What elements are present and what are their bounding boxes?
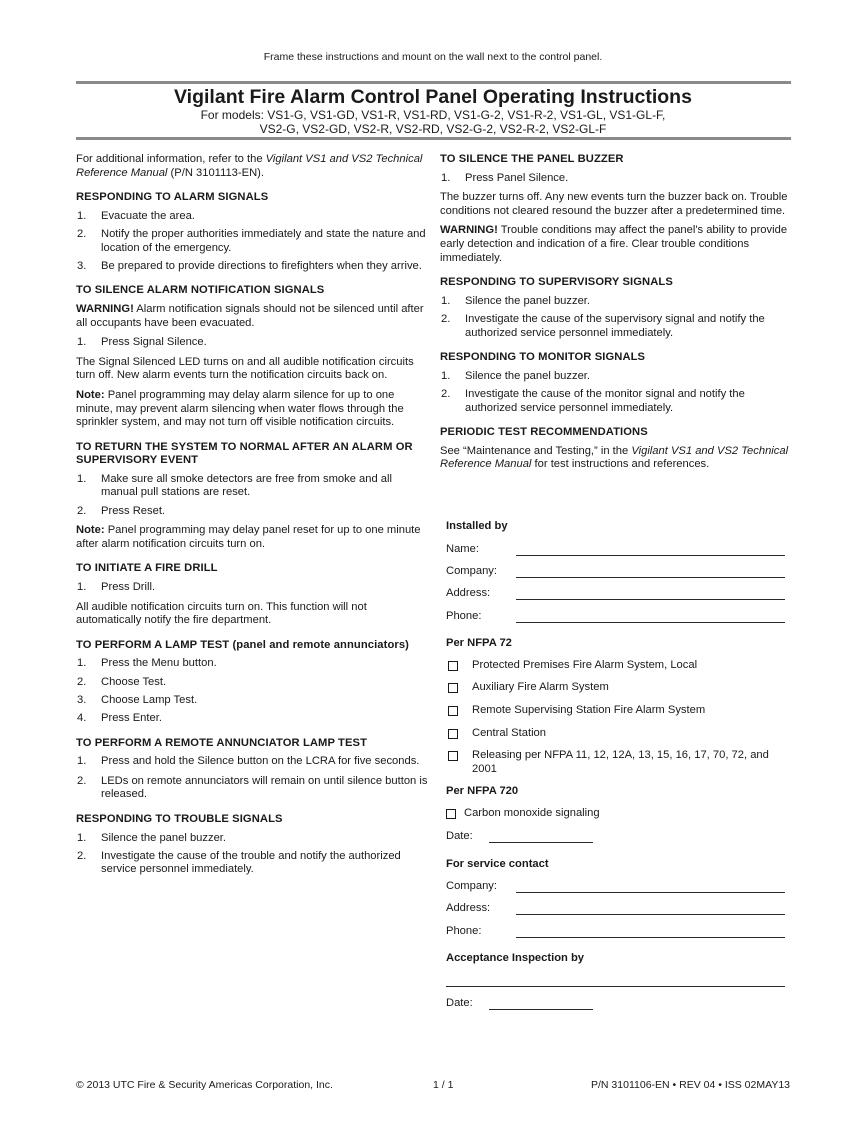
section-heading: TO SILENCE THE PANEL BUZZER <box>440 153 624 165</box>
section-heading: TO SILENCE ALARM NOTIFICATION SIGNALS <box>76 284 325 297</box>
note-text: Note: Panel programming may delay panel reset for up to one minute after alarm notification circuits turn on. <box>76 524 421 550</box>
list-item: 1. Silence the panel buzzer. <box>441 294 591 307</box>
list-item: 1. Press Signal Silence. <box>77 336 207 349</box>
top-note: Frame these instructions and mount on the wall next to the control panel. <box>263 51 603 63</box>
phone-label: Phone: <box>446 925 482 937</box>
record-form <box>446 0 791 1122</box>
list-item: 1. Silence the panel buzzer. <box>441 369 591 382</box>
service-phone-field[interactable] <box>516 937 785 938</box>
list-item: 1. Press and hold the Silence button on the LCRA for five seconds. <box>77 755 420 768</box>
installer-phone-field[interactable] <box>516 622 785 623</box>
paragraph: The Signal Silenced LED turns on and all audible notification circuits turn off. New alarm events turn the notification circuits back on. <box>76 355 414 382</box>
section-heading: TO PERFORM A REMOTE ANNUNCIATOR LAMP TEST <box>76 736 368 749</box>
list-item: 2. LEDs on remote annunciators will remain on until silence button is released. <box>77 774 428 801</box>
name-label: Name: <box>446 543 479 555</box>
list-item: 2. Press Reset. <box>77 504 166 517</box>
warning-text: WARNING! Trouble conditions may affect the panel's ability to provide early detection and indication of a fire. Clear trouble conditions immediately. <box>440 224 788 264</box>
auxiliary-checkbox[interactable] <box>448 683 458 693</box>
page-title: Vigilant Fire Alarm Control Panel Operating Instructions <box>174 86 692 108</box>
remote-supervising-checkbox[interactable] <box>448 706 458 716</box>
list-item: 1. Evacuate the area. <box>77 209 195 222</box>
list-item: 2. Choose Test. <box>77 675 167 688</box>
acceptance-name-field[interactable] <box>446 986 785 987</box>
list-item: 2. Investigate the cause of the monitor signal and notify the authorized service personnel immediately. <box>441 387 745 414</box>
paragraph: The buzzer turns off. Any new events turn the buzzer back on. Trouble conditions not cleared resound the buzzer after a predetermined time. <box>440 191 788 217</box>
date-label: Date: <box>446 830 473 842</box>
protected-premises-checkbox[interactable] <box>448 661 458 671</box>
date-label: Date: <box>446 997 473 1009</box>
company-label: Company: <box>446 880 497 892</box>
left-column <box>76 153 428 883</box>
paragraph: All audible notification circuits turn on. This function will not automatically notify the fire department. <box>76 600 367 627</box>
list-item: 4. Press Enter. <box>77 711 162 724</box>
section-heading: RESPONDING TO MONITOR SIGNALS <box>440 351 646 364</box>
silence-notification-section <box>76 284 428 429</box>
nfpa720-heading: Per NFPA 720 <box>446 785 519 797</box>
return-normal-section <box>76 441 428 552</box>
list-item: 1. Press Panel Silence. <box>441 171 569 184</box>
list-item: 2. Investigate the cause of the trouble and notify the authorized service personnel immediately. <box>77 849 401 876</box>
service-company-field[interactable] <box>516 892 785 893</box>
address-label: Address: <box>446 587 491 599</box>
acceptance-date-field[interactable] <box>489 1009 593 1010</box>
section-heading: TO PERFORM A LAMP TEST (panel and remote annunciators) <box>76 638 409 651</box>
manual-title: Vigilant VS1 and VS2 Technical Reference Manual <box>76 153 423 179</box>
service-contact-heading: For service contact <box>446 858 549 870</box>
option-label: Protected Premises Fire Alarm System, Local <box>472 659 698 671</box>
list-item: 2. Notify the proper authorities immediately and state the nature and location of the emergency. <box>77 227 426 254</box>
note-text: Note: Panel programming may delay alarm silence for up to one minute, may prevent alarm silencing when water flows through the sprinkler system, and may not turn off visible notification circuits. <box>76 388 404 429</box>
installer-address-field[interactable] <box>516 599 785 600</box>
copyright: © 2013 UTC Fire & Security Americas Corporation, Inc. <box>76 1079 333 1091</box>
central-station-checkbox[interactable] <box>448 729 458 739</box>
alarm-signals-section <box>76 191 428 273</box>
option-label: Auxiliary Fire Alarm System <box>472 681 609 693</box>
fire-drill-section <box>76 562 428 627</box>
option-label: Carbon monoxide signaling <box>464 807 600 819</box>
carbon-monoxide-checkbox[interactable] <box>446 809 456 819</box>
section-heading: RESPONDING TO SUPERVISORY SIGNALS <box>440 276 673 289</box>
list-item: 1. Press the Menu button. <box>77 657 217 670</box>
paragraph: See “Maintenance and Testing,” in the Vigilant VS1 and VS2 Technical Reference Manual for test instructions and references. <box>440 444 789 471</box>
option-label: Central Station <box>472 727 547 739</box>
nfpa720-date-field[interactable] <box>489 842 593 843</box>
company-label: Company: <box>446 565 497 577</box>
page-number: 1 / 1 <box>433 1079 454 1091</box>
section-heading: TO RETURN THE SYSTEM TO NORMAL AFTER AN ALARM OR SUPERVISORY EVENT <box>76 440 413 467</box>
list-item: 1. Make sure all smoke detectors are free from smoke and all manual pull stations are reset. <box>77 472 392 499</box>
intro-text: For additional information, refer to the Vigilant VS1 and VS2 Technical Reference Manual (P/N 3101113-EN). <box>76 153 423 179</box>
list-item: 1. Press Drill. <box>77 581 156 594</box>
list-item: 1. Silence the panel buzzer. <box>77 831 227 844</box>
section-heading: PERIODIC TEST RECOMMENDATIONS <box>440 426 648 439</box>
option-label: Releasing per NFPA 11, 12, 12A, 13, 15, 16, 17, 70, 72, and 2001 <box>472 749 769 775</box>
remote-lamp-test-section <box>76 737 428 802</box>
section-heading: RESPONDING TO ALARM SIGNALS <box>76 191 269 204</box>
installed-by-heading: Installed by <box>446 520 508 532</box>
trouble-signals-section <box>76 813 428 877</box>
warning-text: WARNING! Alarm notification signals should not be silenced until after all occupants have been evacuated. <box>76 302 424 329</box>
section-heading: RESPONDING TO TROUBLE SIGNALS <box>76 812 283 825</box>
list-item: 3. Be prepared to provide directions to firefighters when they arrive. <box>77 259 422 272</box>
service-address-field[interactable] <box>516 914 785 915</box>
list-item: 2. Investigate the cause of the supervisory signal and notify the authorized service personnel immediately. <box>441 312 765 339</box>
phone-label: Phone: <box>446 610 482 622</box>
models-line-2: VS2-G, VS2-GD, VS2-R, VS2-RD, VS2-G-2, VS2-R-2, VS2-GL-F <box>259 122 607 136</box>
list-item: 3. Choose Lamp Test. <box>77 693 198 706</box>
option-label: Remote Supervising Station Fire Alarm System <box>472 704 706 716</box>
lamp-test-section <box>76 639 428 726</box>
installer-name-field[interactable] <box>516 555 785 556</box>
section-heading: TO INITIATE A FIRE DRILL <box>76 562 218 575</box>
releasing-checkbox[interactable] <box>448 751 458 761</box>
models-line-1: For models: VS1-G, VS1-GD, VS1-R, VS1-RD, VS1-G-2, VS1-R-2, VS1-GL, VS1-GL-F, <box>200 108 666 122</box>
address-label: Address: <box>446 902 491 914</box>
acceptance-heading: Acceptance Inspection by <box>446 952 585 964</box>
manual-title: Vigilant VS1 and VS2 Technical Reference Manual <box>440 444 789 471</box>
installer-company-field[interactable] <box>516 577 785 578</box>
intro-section <box>76 153 428 180</box>
nfpa72-heading: Per NFPA 72 <box>446 637 512 649</box>
part-number: P/N 3101106-EN • REV 04 • ISS 02MAY13 <box>591 1079 790 1091</box>
